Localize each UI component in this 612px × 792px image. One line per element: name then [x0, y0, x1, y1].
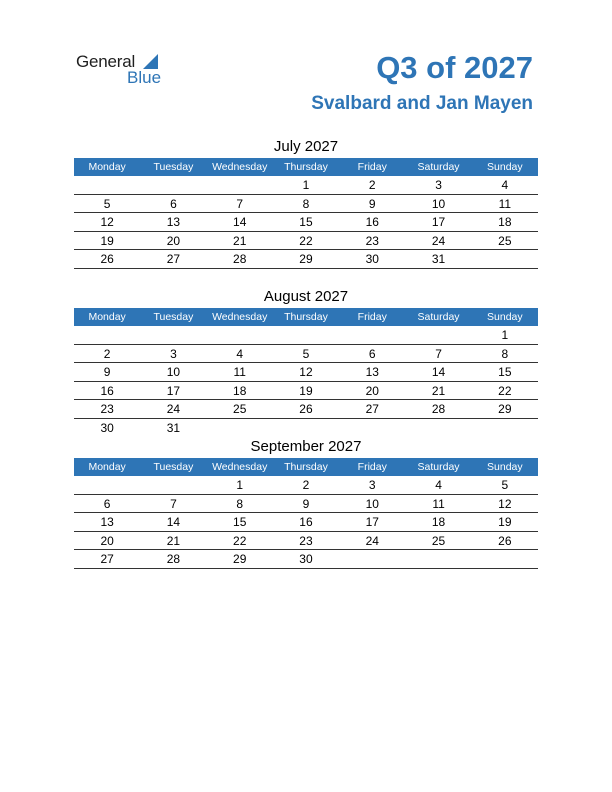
day-cell: 27 — [365, 402, 379, 416]
day-cell: 25 — [431, 533, 446, 548]
day-cell: 11 — [233, 365, 246, 379]
day-cell: 24 — [365, 533, 379, 548]
day-cell: 29 — [233, 552, 247, 566]
week-row — [74, 532, 538, 551]
week-row — [74, 176, 538, 195]
day-cell: 1 — [236, 478, 244, 492]
day-cell — [74, 176, 140, 194]
day-cell: 28 — [233, 252, 247, 266]
week-row — [74, 382, 538, 401]
week-row — [74, 345, 538, 364]
day-cell: 20 — [365, 383, 379, 398]
week-row — [74, 363, 538, 382]
day-cell: 10 — [166, 365, 181, 379]
weekday-header — [74, 308, 538, 326]
day-cell: 15 — [299, 215, 313, 229]
day-cell: 5 — [103, 196, 111, 211]
day-cell: 10 — [431, 196, 446, 211]
day-cell: 3 — [435, 178, 442, 192]
week-row — [74, 513, 538, 532]
day-cell: 7 — [170, 496, 177, 511]
day-cell: 25 — [498, 233, 512, 248]
week-row — [74, 213, 538, 232]
day-cell — [472, 550, 538, 568]
weekday-label: Thursday — [284, 161, 328, 173]
day-cell: 19 — [498, 515, 512, 529]
day-cell: 31 — [166, 420, 181, 435]
day-cell: 1 — [302, 178, 310, 192]
day-cell: 20 — [100, 533, 114, 548]
day-cell: 11 — [498, 196, 512, 211]
day-cell: 17 — [166, 383, 181, 398]
weekday-label: Tuesday — [153, 461, 194, 473]
day-cell: 7 — [435, 346, 442, 361]
weekday-label: Saturday — [417, 161, 460, 173]
logo-text-blue: Blue — [127, 68, 162, 87]
day-cell — [405, 419, 471, 437]
day-cell: 21 — [166, 533, 181, 548]
day-cell: 15 — [233, 515, 247, 529]
day-cell: 9 — [302, 496, 310, 511]
weekday-header — [74, 458, 538, 476]
day-cell: 16 — [299, 515, 313, 529]
day-cell: 17 — [431, 215, 446, 229]
day-cell: 29 — [299, 252, 313, 266]
day-cell: 14 — [233, 215, 247, 229]
day-cell — [207, 326, 273, 344]
day-cell: 29 — [498, 402, 512, 416]
day-cell: 13 — [365, 365, 379, 379]
day-cell — [472, 250, 538, 268]
weekday-label: Wednesday — [212, 311, 268, 323]
day-cell: 8 — [501, 346, 509, 361]
week-row — [74, 400, 538, 419]
day-cell: 3 — [170, 346, 177, 361]
day-cell: 4 — [435, 478, 442, 492]
day-cell — [207, 419, 273, 437]
day-cell — [472, 419, 538, 437]
day-cell: 19 — [299, 383, 313, 398]
day-cell: 23 — [299, 533, 313, 548]
month-august — [74, 286, 538, 436]
day-cell: 22 — [233, 533, 247, 548]
day-cell — [140, 326, 206, 344]
day-cell: 14 — [166, 515, 181, 529]
week-row — [74, 419, 538, 437]
page-subtitle: Svalbard and Jan Mayen — [311, 93, 533, 114]
day-cell: 9 — [103, 365, 111, 379]
day-cell: 28 — [431, 402, 446, 416]
weekday-label: Wednesday — [212, 161, 268, 173]
day-cell: 30 — [299, 552, 313, 566]
week-row — [74, 476, 538, 495]
day-cell: 18 — [233, 383, 247, 398]
weekday-label: Monday — [88, 311, 126, 323]
day-cell: 1 — [501, 328, 509, 342]
day-cell: 16 — [365, 215, 379, 229]
day-cell — [140, 476, 206, 494]
weekday-label: Thursday — [284, 461, 328, 473]
day-cell: 17 — [365, 515, 379, 529]
day-cell: 6 — [170, 196, 177, 211]
day-cell: 18 — [431, 515, 446, 529]
day-cell: 7 — [236, 196, 244, 211]
week-row — [74, 326, 538, 345]
month-september — [74, 436, 538, 569]
day-cell: 21 — [233, 233, 247, 248]
weekday-label: Friday — [357, 161, 387, 173]
weekday-header — [74, 158, 538, 176]
day-cell: 27 — [166, 252, 181, 266]
day-cell: 26 — [498, 533, 512, 548]
page-title: Q3 of 2027 — [376, 50, 533, 85]
day-cell: 23 — [100, 402, 114, 416]
weekday-label: Friday — [357, 311, 387, 323]
weekday-label: Monday — [88, 461, 126, 473]
day-cell — [207, 176, 273, 194]
day-cell: 4 — [236, 346, 244, 361]
day-cell — [405, 550, 471, 568]
day-cell: 25 — [233, 402, 247, 416]
week-row — [74, 195, 538, 214]
day-cell: 30 — [365, 252, 379, 266]
weekday-label: Sunday — [487, 161, 523, 173]
day-cell — [140, 176, 206, 194]
weekday-label: Friday — [357, 461, 387, 473]
weekday-label: Thursday — [284, 311, 328, 323]
day-cell — [339, 550, 405, 568]
day-cell: 30 — [100, 420, 114, 435]
day-cell: 21 — [431, 383, 446, 398]
logo-triangle-icon — [143, 54, 158, 69]
day-cell: 6 — [368, 346, 376, 361]
day-cell: 5 — [501, 478, 509, 492]
day-cell: 9 — [368, 196, 376, 211]
weekday-label: Sunday — [487, 311, 523, 323]
generalblue-logo — [76, 52, 176, 92]
day-cell: 12 — [299, 365, 313, 379]
day-cell — [339, 419, 405, 437]
day-cell — [273, 326, 339, 344]
weekday-label: Sunday — [487, 461, 523, 473]
day-cell — [273, 419, 339, 437]
week-row — [74, 550, 538, 569]
day-cell: 6 — [103, 496, 111, 511]
month-title: July 2027 — [273, 138, 339, 155]
day-cell — [74, 476, 140, 494]
day-cell: 22 — [299, 233, 313, 248]
day-cell: 3 — [368, 478, 376, 492]
day-cell: 31 — [431, 252, 446, 266]
day-cell: 10 — [365, 496, 379, 511]
day-cell: 15 — [498, 365, 512, 379]
day-cell: 11 — [432, 496, 445, 511]
month-title: September 2027 — [250, 438, 362, 455]
day-cell: 24 — [431, 233, 446, 248]
day-cell: 13 — [100, 515, 114, 529]
weekday-label: Wednesday — [212, 461, 268, 473]
week-row — [74, 250, 538, 269]
day-cell: 28 — [166, 552, 181, 566]
day-cell: 2 — [368, 178, 376, 192]
day-cell — [405, 326, 471, 344]
day-cell: 4 — [501, 178, 509, 192]
day-cell: 8 — [302, 196, 310, 211]
weekday-label: Saturday — [417, 461, 460, 473]
day-cell — [74, 326, 140, 344]
day-cell: 26 — [299, 402, 313, 416]
logo-text-general: General — [76, 52, 136, 71]
day-cell: 12 — [100, 215, 114, 229]
day-cell: 26 — [100, 252, 114, 266]
day-cell: 2 — [103, 346, 111, 361]
weekday-label: Tuesday — [153, 161, 194, 173]
day-cell: 22 — [498, 383, 512, 398]
day-cell: 14 — [431, 365, 446, 379]
weekday-label: Monday — [88, 161, 126, 173]
month-july — [74, 136, 538, 269]
weekday-label: Tuesday — [153, 311, 194, 323]
day-cell: 20 — [166, 233, 181, 248]
day-cell: 24 — [166, 402, 181, 416]
day-cell: 12 — [498, 496, 512, 511]
month-title: August 2027 — [263, 288, 349, 305]
day-cell: 2 — [302, 478, 310, 492]
day-cell: 13 — [166, 215, 181, 229]
day-cell: 19 — [100, 233, 114, 248]
weekday-label: Saturday — [417, 311, 460, 323]
day-cell: 23 — [365, 233, 379, 248]
day-cell: 18 — [498, 215, 512, 229]
day-cell: 5 — [302, 346, 310, 361]
week-row — [74, 495, 538, 514]
day-cell — [339, 326, 405, 344]
day-cell: 8 — [236, 496, 244, 511]
day-cell: 27 — [100, 552, 114, 566]
day-cell: 16 — [100, 383, 114, 398]
week-row — [74, 232, 538, 251]
